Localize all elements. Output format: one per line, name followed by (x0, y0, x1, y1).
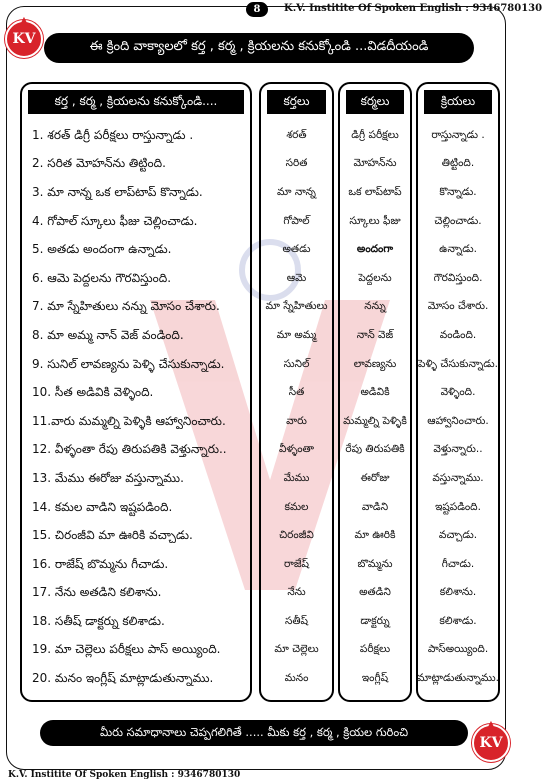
kriya-cell: గీచాడు. (441, 557, 475, 570)
kartha-cell: సీత (288, 386, 305, 399)
kriya-cell: వండింది. (439, 328, 477, 341)
title-banner: ఈ క్రింది వాక్యాలలో కర్త , కర్మ , క్రియలను కనుక్కోండి ...విడదీయండి (44, 33, 474, 63)
sentence-cell: 12. వీళ్ళంతా రేపు తిరుపతికి వెళ్తున్నారు.. (32, 442, 227, 457)
karma-cell: లావణ్యను (353, 357, 397, 370)
sentence-cell: 11.వారు మమ్మల్ని పెళ్ళికి ఆహ్వానించారు. (32, 413, 226, 428)
kriya-cell: ఉన్నాడు. (439, 243, 477, 256)
kartha-header: కర్తలు (267, 90, 326, 114)
logo-text: KV (479, 735, 503, 751)
karma-cell: డాక్టర్ను (360, 614, 390, 627)
kriya-cell: ఆహ్వానించారు. (427, 414, 489, 427)
kartha-cell: గోపాల్ (283, 214, 310, 227)
karma-cell: ఇంగ్లీష్ (361, 672, 389, 685)
kartha-cell: శరత్ (286, 128, 307, 141)
kriya-cell: మాట్లాడుతున్నాము. (417, 672, 499, 685)
karma-cell: ఈరోజు (360, 471, 390, 484)
karma-cell: నన్ను (364, 300, 386, 313)
kartha-cell: కమల (284, 500, 309, 513)
kartha-cell: మనం (284, 672, 309, 685)
kriya-cell: రాస్తున్నాడు . (431, 128, 485, 141)
karma-cell: అతడిని (359, 586, 391, 599)
sentence-cell: 19. మా చెల్లెలు పరీక్షలు పాస్ అయ్యింది. (32, 642, 221, 657)
sentence-cell: 15. చిరంజీవి మా ఊరికి వచ్చాడు. (32, 528, 193, 543)
sentences-column (20, 82, 252, 702)
karma-cell: బొమ్మను (357, 557, 393, 570)
karma-cell: పరీక్షలు (359, 643, 391, 656)
logo-text: KV (12, 31, 36, 47)
sentence-cell: 10. సీత అడివికి వెళ్ళింది. (32, 385, 154, 400)
sentence-cell: 4. గోపాల్ స్కూలు ఫీజు చెల్లించాడు. (32, 213, 198, 228)
karma-cell: స్కూలు ఫీజు (349, 214, 401, 227)
sentence-cell: 20. మనం ఇంగ్లీష్ మాట్లాడుతున్నాము. (32, 671, 214, 686)
kartha-list (261, 122, 332, 694)
kriya-cell: మోసం చేశారు. (427, 300, 489, 313)
kartha-cell: మా నాన్న (277, 185, 316, 198)
sentence-cell: 1. శరత్ డిగ్రీ పరీక్షలు రాస్తున్నాడు . (32, 127, 194, 142)
page-number: 8 (246, 2, 268, 17)
kriya-cell: పాస్‌అయ్యింది. (427, 643, 489, 656)
kv-logo-icon (472, 718, 510, 762)
sentence-cell: 14. కమల వాడిని ఇష్టపడింది. (32, 499, 173, 514)
sentence-cell: 17. నేను అతడిని కలిశాను. (32, 585, 162, 600)
kartha-cell: మా చెల్లెలు (274, 643, 319, 656)
karma-list (340, 122, 410, 694)
sentence-cell: 16. రాజేష్ బొమ్మను గీచాడు. (32, 556, 169, 571)
karma-cell: వాడిని (361, 500, 389, 513)
kriya-cell: గౌరవిస్తుంది. (433, 271, 483, 284)
kriya-list (418, 122, 498, 694)
header-institute: K.V. Institite Of Spoken English : 9346780130 (284, 3, 542, 14)
kartha-cell: ఆమె (286, 271, 307, 284)
sentence-cell: 3. మా నాన్న ఒక లాప్‌టాప్ కొన్నాడు. (32, 184, 203, 199)
karma-cell: మమ్మల్ని పెళ్ళికి (343, 414, 407, 427)
kv-logo-icon (5, 14, 43, 58)
kriya-cell: పెళ్ళి చేసుకున్నాడు. (418, 357, 498, 370)
kartha-column (259, 82, 334, 702)
karma-cell: ఒక లాప్‌టాప్ (348, 185, 402, 198)
kriya-cell: ఇష్టపడింది. (435, 500, 481, 513)
kriya-cell: వస్తున్నాము. (432, 471, 484, 484)
karma-cell: అందంగా (356, 243, 394, 256)
kriya-cell: వెళ్ళింది. (440, 386, 476, 399)
kriya-cell: చెల్లించాడు. (434, 214, 482, 227)
sentence-cell: 13. మేము ఈరోజు వస్తున్నాము. (32, 470, 184, 485)
kartha-cell: సరిత (285, 157, 308, 170)
footer-institute: K.V. Institite Of Spoken English : 9346780130 (8, 770, 241, 780)
kriya-cell: కొన్నాడు. (439, 185, 477, 198)
sentence-cell: 6. ఆమె పెద్దలను గౌరవిస్తుంది. (32, 270, 172, 285)
karma-column (338, 82, 412, 702)
kartha-cell: మేము (283, 471, 310, 484)
kartha-cell: వారు (286, 414, 307, 427)
sentences-header: కర్త , కర్మ , క్రియలను కనుక్కోండి.... (28, 90, 244, 114)
karma-cell: అడివికి (360, 386, 390, 399)
sentences-list (22, 122, 250, 694)
karma-cell: మా ఊరికి (354, 529, 396, 542)
kartha-cell: మా స్నేహితులు (265, 300, 328, 313)
kartha-cell: సునిల్ (283, 357, 310, 370)
kriya-cell: కలిశాడు. (439, 614, 477, 627)
karma-cell: నాన్ వెజ్ (356, 328, 394, 341)
kriya-column (416, 82, 500, 702)
sentence-cell: 18. సతీష్ డాక్టర్ను కలిశాడు. (32, 613, 165, 628)
kartha-cell: నేను (287, 586, 306, 599)
kriya-cell: వచ్చాడు. (438, 529, 478, 542)
sentence-cell: 7. మా స్నేహితులు నన్ను మోసం చేశారు. (32, 299, 220, 314)
kartha-cell: సతీష్ (284, 614, 309, 627)
kriya-cell: వెళ్తున్నారు.. (433, 443, 483, 456)
karma-header: కర్మలు (346, 90, 404, 114)
karma-cell: రేపు తిరుపతికి (345, 443, 405, 456)
sentence-cell: 8. మా అమ్మ నాన్ వెజ్ వండింది. (32, 327, 184, 342)
kartha-cell: అతడు (282, 243, 311, 256)
kartha-cell: చిరంజీవి (279, 529, 314, 542)
kartha-cell: వీళ్ళంతా (278, 443, 315, 456)
sentence-cell: 2. సరిత మోహన్‌ను తిట్టింది. (32, 156, 166, 171)
sentence-cell: 9. సునిల్ లావణ్యను పెళ్ళి చేసుకున్నాడు. (32, 356, 225, 371)
kriya-cell: కలిశాను. (439, 586, 477, 599)
book-icon: ▲ (19, 14, 29, 27)
footer-banner: మీరు సమాధానాలు చెప్పగలిగితే ..... మీకు కర్త , కర్మ , క్రియల గురించి (40, 720, 468, 746)
kartha-cell: మా అమ్మ (276, 328, 317, 341)
karma-cell: మోహన్‌ను (353, 157, 397, 170)
karma-cell: డిగ్రీ పరీక్షలు (351, 128, 399, 141)
book-icon: ▲ (486, 718, 496, 731)
kartha-cell: రాజేష్ (283, 557, 309, 570)
sentence-cell: 5. అతడు అందంగా ఉన్నాడు. (32, 242, 172, 257)
kriya-header: క్రియలు (424, 90, 492, 114)
kriya-cell: తిట్టింది. (441, 157, 475, 170)
karma-cell: పెద్దలను (358, 271, 392, 284)
